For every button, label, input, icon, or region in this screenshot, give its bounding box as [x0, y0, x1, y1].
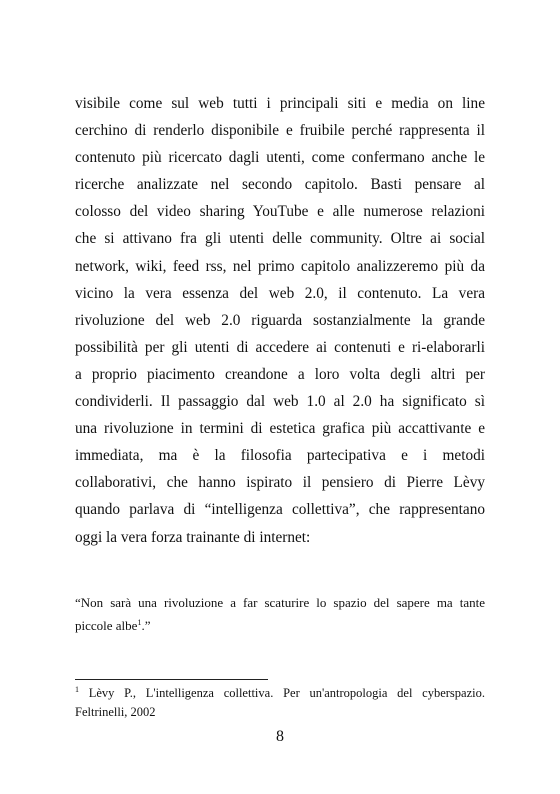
footnote-separator [75, 679, 268, 680]
block-quote [75, 591, 485, 637]
body-line-14: immediata, ma è la filosofia partecipativa e i metodi [75, 447, 485, 465]
body-line-13: una rivoluzione in termini di estetica grafica più accattivante e [75, 420, 485, 438]
footnote-line-2: Feltrinelli, 2002 [75, 705, 156, 719]
body-line-5: colosso del video sharing YouTube e alle numerose relazioni [75, 203, 485, 221]
body-line-10: possibilità per gli utenti di accedere ai contenuti e ri-elaborarli [75, 338, 485, 356]
footnote-reference[interactable]: 1 [137, 618, 142, 627]
body-line-12: condividerli. Il passaggio dal web 1.0 al 2.0 ha significato sì [75, 393, 485, 411]
footnote-marker: 1 [75, 685, 79, 694]
quote-line-2 [75, 614, 485, 637]
body-line-3: contenuto più ricercato dagli utenti, come confermano anche le [75, 149, 485, 167]
body-line-17: oggi la vera forza trainante di internet: [75, 528, 311, 546]
body-line-8: vicino la vera essenza del web 2.0, il contenuto. La vera [75, 284, 485, 302]
quote-line-1: “Non sarà una rivoluzione a far scaturire lo spazio del sapere ma tante [75, 595, 485, 610]
footnote-line-1-text: Lèvy P., L'intelligenza collettiva. Per un'antropologia del cyberspazio. [88, 686, 485, 700]
page-number: 8 [276, 728, 284, 745]
footnote-line-1 [75, 684, 485, 703]
body-line-9: rivoluzione del web 2.0 riguarda sostanzialmente la grande [75, 311, 485, 329]
body-line-6: che si attivano fra gli utenti delle community. Oltre ai social [75, 230, 485, 248]
quote-line-2-text: piccole albe [75, 618, 138, 633]
body-line-1: visibile come sul web tutti i principali siti e media on line [75, 95, 485, 112]
body-line-7: network, wiki, feed rss, nel primo capitolo analizzeremo più da [75, 257, 485, 275]
body-line-11: a proprio piacimento creandone a loro volta degli altri per [75, 365, 485, 383]
quote-line-2-end: .” [141, 618, 151, 633]
body-line-15: collaborativi, che hanno ispirato il pensiero di Pierre Lèvy [75, 474, 485, 492]
body-line-2: cerchino di renderlo disponibile e fruibile perché rappresenta il [75, 122, 485, 140]
footnote [75, 684, 485, 722]
body-paragraph [75, 90, 485, 551]
body-line-16: quando parlava di “intelligenza collettiva”, che rappresentano [75, 501, 485, 519]
body-line-4: ricerche analizzate nel secondo capitolo. Basti pensare al [75, 176, 485, 194]
